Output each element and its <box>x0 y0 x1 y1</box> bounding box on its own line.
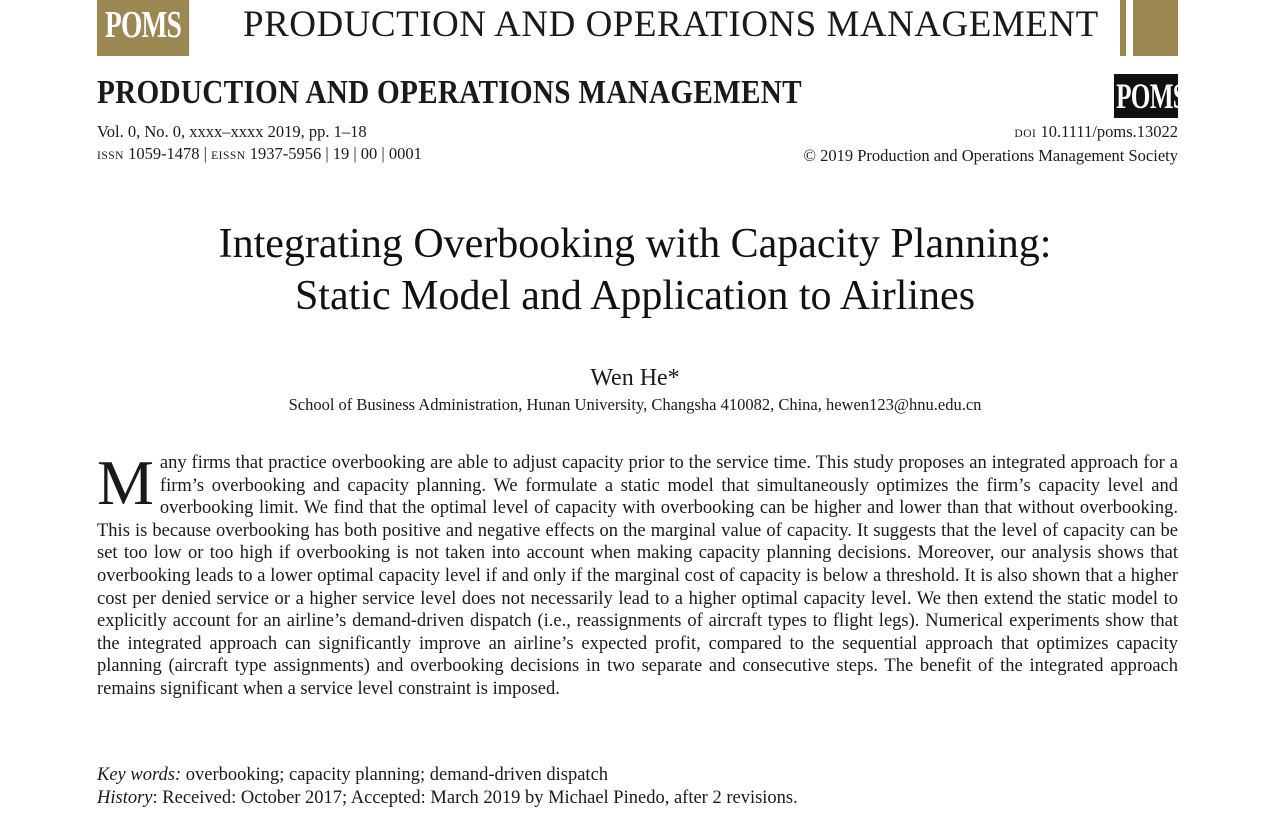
volume-line: Vol. 0, No. 0, xxxx–xxxx 2019, pp. 1–18 <box>97 122 367 141</box>
journal-title: PRODUCTION AND OPERATIONS MANAGEMENT <box>97 74 802 111</box>
abstract-dropcap: M <box>97 447 154 518</box>
history-label: History <box>97 788 153 808</box>
issn-value: 1059-1478 | <box>123 144 212 163</box>
issn-label: ISSN <box>97 150 124 162</box>
doi-line <box>803 121 1178 145</box>
paper-title-line-1: Integrating Overbooking with Capacity Planning: <box>218 221 1052 267</box>
author-affiliation: School of Business Administration, Hunan University, Changsha 410082, China, hewen123@hnu.edu.cn <box>288 395 982 414</box>
doi-metadata <box>803 121 1178 167</box>
keywords-label: Key words: <box>97 765 182 785</box>
eissn-label: EISSN <box>211 150 246 162</box>
poms-logo-text: POMS <box>1116 76 1187 116</box>
abstract <box>97 447 1178 701</box>
banner-title: PRODUCTION AND OPERATIONS MANAGEMENT <box>243 4 1099 45</box>
poms-banner-logo: POMS <box>97 0 189 56</box>
doi-label: DOI <box>1014 128 1037 140</box>
copyright-line: © 2019 Production and Operations Management Society <box>803 146 1178 165</box>
banner-gold-block <box>1133 0 1178 56</box>
abstract-text: any firms that practice overbooking are able to adjust capacity prior to the service time. This study proposes an integrated approach for a firm’s overbooking and capacity planning. We formulate a static model that simultaneously optimizes the firm’s capacity level and overbooking limit. We find that the optimal level of capacity with overbooking can be higher and lower than that without overbooking. This is because overbooking has both positive and negative effects on the marginal value of capacity. It suggests that the level of capacity can be set too low or too high if overbooking is not taken into account when making capacity planning decisions. Moreover, our analysis shows that overbooking leads to a lower optimal capacity level if and only if the marginal cost of capacity is below a threshold. It is also shown that a higher cost per denied service or a higher service level does not necessarily lead to a higher optimal capacity level. We then extend the static model to explicitly account for an airline’s demand-driven dispatch (i.e., reassignments of aircraft types to flight legs). Numerical experiments show that the integrated approach can significantly improve an airline’s expected profit, compared to the sequential approach that optimizes capacity planning (aircraft type assignments) and overbooking decisions in two separate and consecutive steps. The benefit of the integrated approach remains significant when a service level constraint is imposed. <box>97 453 1178 699</box>
doi-value[interactable]: 10.1111/poms.13022 <box>1036 122 1178 141</box>
keywords-text: overbooking; capacity planning; demand-driven dispatch <box>181 765 609 785</box>
eissn-value: 1937-5956 | 19 | 00 | 0001 <box>245 144 422 163</box>
paper-title <box>0 218 1270 322</box>
keywords-line <box>97 764 608 787</box>
poms-logo <box>1114 74 1187 118</box>
author-name: Wen He* <box>590 365 680 391</box>
banner-divider-bar <box>1120 0 1126 56</box>
history-line <box>97 787 798 810</box>
issn-line <box>97 143 422 167</box>
history-text: : Received: October 2017; Accepted: March 2019 by Michael Pinedo, after 2 revisions. <box>152 788 798 808</box>
issue-metadata <box>97 121 422 167</box>
paper-title-line-2: Static Model and Application to Airlines <box>294 273 976 319</box>
